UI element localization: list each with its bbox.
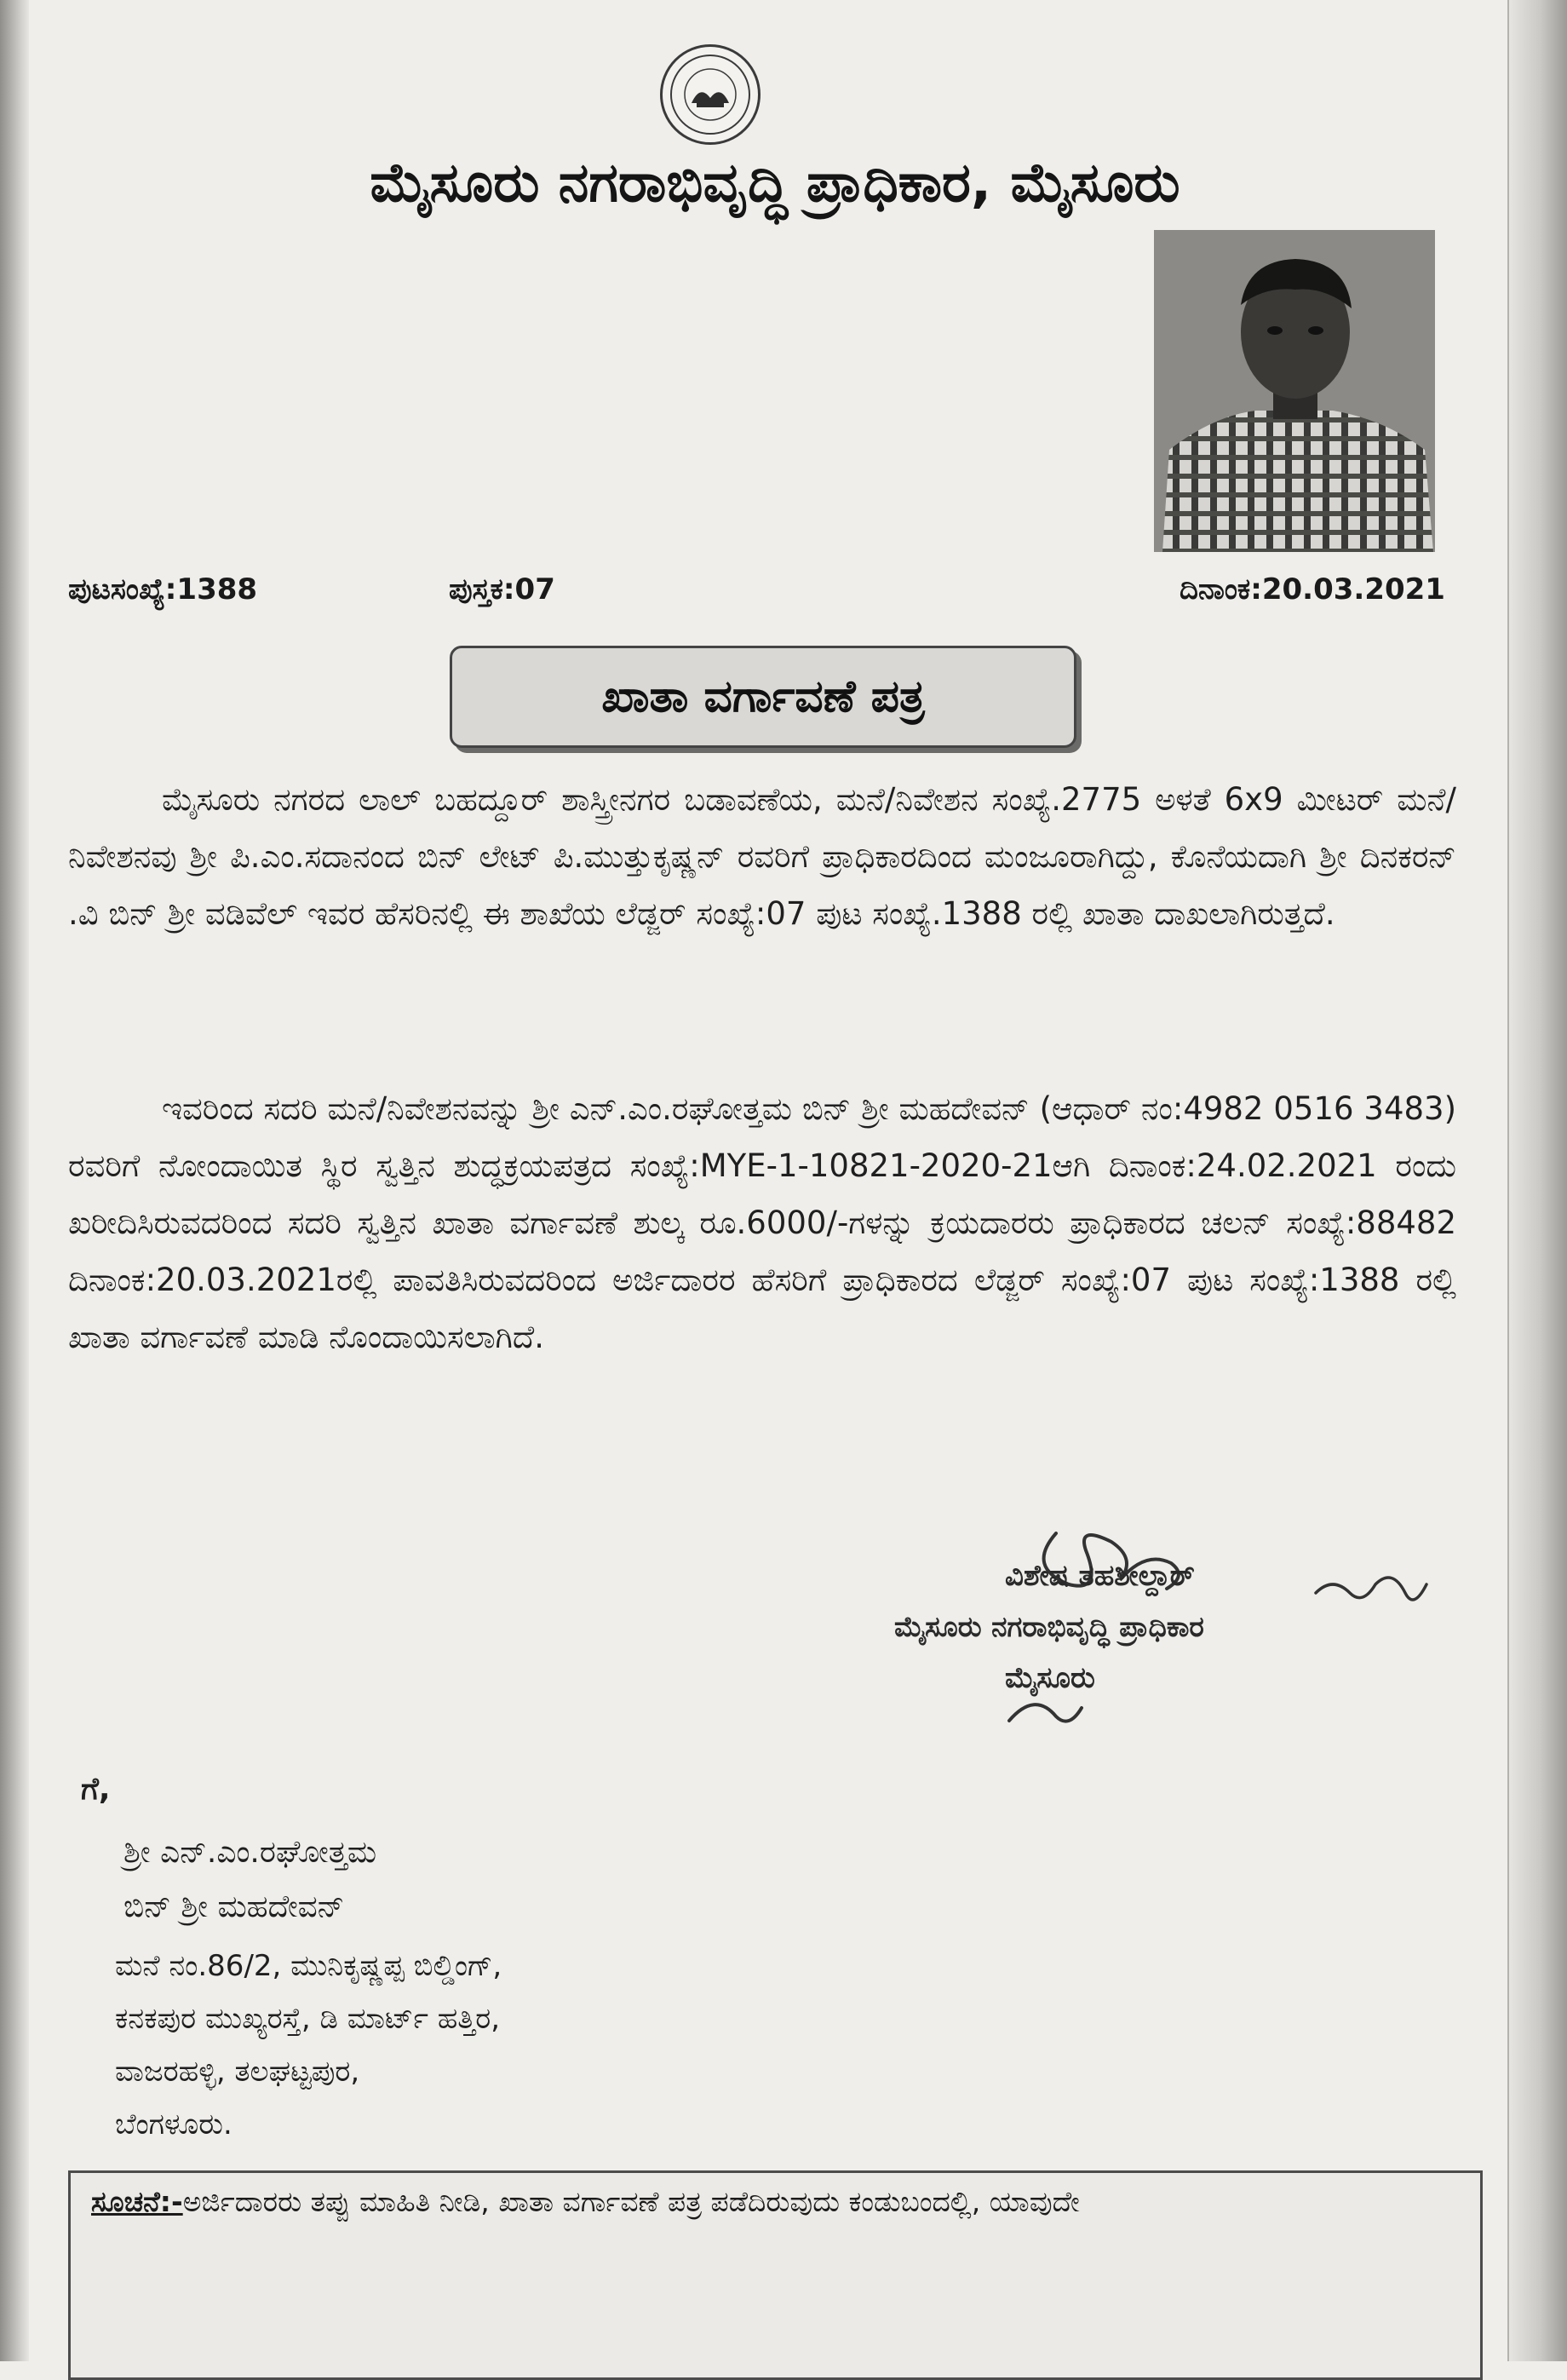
page-shadow-left xyxy=(0,0,29,2361)
notice-text: ಅರ್ಜಿದಾರರು ತಪ್ಪು ಮಾಹಿತಿ ನೀಡಿ, ಖಾತಾ ವರ್ಗಾವಣೆ ಪತ್ರ ಪಡೆದಿರುವುದು ಕಂಡುಬಂದಲ್ಲಿ, ಯಾವುದೇ xyxy=(182,2185,1080,2218)
issue-date-label: ದಿನಾಂಕ: xyxy=(1180,572,1262,606)
book-number-value: 07 xyxy=(514,572,555,606)
page-number-label: ಪುಟಸಂಖ್ಯೆ: xyxy=(68,572,177,606)
to-label: ಗೆ, xyxy=(81,1772,111,1807)
document-heading: ಖಾತಾ ವರ್ಗಾವಣೆ ಪತ್ರ xyxy=(601,670,925,722)
book-number xyxy=(449,572,555,606)
page-number xyxy=(68,572,257,606)
signatory-city: ಮೈಸೂರು xyxy=(1005,1661,1095,1695)
book-number-label: ಪುಸ್ತಕ: xyxy=(449,572,515,606)
body-paragraph-1: ಮೈಸೂರು ನಗರದ ಲಾಲ್ ಬಹದ್ದೂರ್ ಶಾಸ್ತ್ರೀನಗರ ಬಡಾವಣೆಯ, ಮನೆ/ನಿವೇಶನ ಸಂಖ್ಯೆ.2775 ಅಳತೆ 6x9 ಮೀಟರ್ ಮನೆ/ನಿವೇಶನವು ಶ್ರೀ ಪಿ.ಎಂ.ಸದಾನಂದ ಬಿನ್ ಲೇಟ್ ಪಿ.ಮುತ್ತುಕೃಷ್ಣನ್ ರವರಿಗೆ ಪ್ರಾಧಿಕಾರದಿಂದ ಮಂಜೂರಾಗಿದ್ದು, ಕೊನೆಯದಾಗಿ ಶ್ರೀ ದಿನಕರನ್ .ವಿ ಬಿನ್ ಶ್ರೀ ವಡಿವೆಲ್ ಇವರ ಹೆಸರಿನಲ್ಲಿ ಈ ಶಾಖೆಯ ಲೆಡ್ಜರ್ ಸಂಖ್ಯೆ:07 ಪುಟ ಸಂಖ್ಯೆ.1388 ರಲ್ಲಿ ಖಾತಾ ದಾಖಲಾಗಿರುತ್ತದೆ. xyxy=(68,781,1456,932)
issue-date xyxy=(1180,572,1445,606)
address-line: ಮನೆ ನಂ.86/2, ಮುನಿಕೃಷ್ಣಪ್ಪ ಬಿಲ್ಡಿಂಗ್, xyxy=(115,1949,502,1983)
issue-date-value: 20.03.2021 xyxy=(1261,572,1445,606)
page-edge xyxy=(1507,0,1509,2361)
address-line: ಬೆಂಗಳೂರು. xyxy=(115,2107,232,2141)
recipient-father-name: ಬಿನ್ ಶ್ರೀ ಮಹದೇವನ್ xyxy=(123,1889,345,1924)
signatory-organization: ಮೈಸೂರು ನಗರಾಭಿವೃದ್ಧಿ ಪ್ರಾಧಿಕಾರ xyxy=(894,1610,1204,1643)
address-line: ವಾಜರಹಳ್ಳಿ, ತಲಘಟ್ಟಪುರ, xyxy=(115,2055,360,2089)
notice-label: ಸೂಚನೆ:- xyxy=(91,2185,183,2218)
authority-seal-icon xyxy=(660,44,761,145)
body-paragraph-2: ಇವರಿಂದ ಸದರಿ ಮನೆ/ನಿವೇಶನವನ್ನು ಶ್ರೀ ಎನ್.ಎಂ.ರಘೋತ್ತಮ ಬಿನ್ ಶ್ರೀ ಮಹದೇವನ್ (ಆಧಾರ್ ನಂ:4982 0516 3483) ರವರಿಗೆ ನೋಂದಾಯಿತ ಸ್ಥಿರ ಸ್ವತ್ತಿನ ಶುದ್ಧಕ್ರಯಪತ್ರದ ಸಂಖ್ಯೆ:MYE-1-10821-2020-21ಆಗಿ ದಿನಾಂಕ:24.02.2021 ರಂದು ಖರೀದಿಸಿರುವದರಿಂದ ಸದರಿ ಸ್ವತ್ತಿನ ಖಾತಾ ವರ್ಗಾವಣೆ ಶುಲ್ಕ ರೂ.6000/-ಗಳನ್ನು ಕ್ರಯದಾರರು ಪ್ರಾಧಿಕಾರದ ಚಲನ್ ಸಂಖ್ಯೆ:88482 ದಿನಾಂಕ:20.03.2021ರಲ್ಲಿ ಪಾವತಿಸಿರುವದರಿಂದ ಅರ್ಜಿದಾರರ ಹೆಸರಿಗೆ ಪ್ರಾಧಿಕಾರದ ಲೆಡ್ಜರ್ ಸಂಖ್ಯೆ:07 ಪುಟ ಸಂಖ್ಯೆ:1388 ರಲ್ಲಿ ಖಾತಾ ವರ್ಗಾವಣೆ ಮಾಡಿ ನೊಂದಾಯಿಸಲಾಗಿದೆ. xyxy=(68,1090,1456,1355)
recipient-name: ಶ್ರೀ ಎನ್.ಎಂ.ರಘೋತ್ತಮ xyxy=(123,1835,377,1870)
notice-box xyxy=(68,2170,1483,2380)
document-heading-box xyxy=(450,646,1076,748)
page-shadow-right xyxy=(1507,0,1567,2361)
notice-line xyxy=(91,2185,1080,2219)
page-number-value: 1388 xyxy=(176,572,258,606)
address-line: ಕನಕಪುರ ಮುಖ್ಯರಸ್ತೆ, ಡಿ ಮಾರ್ಟ್ ಹತ್ತಿರ, xyxy=(115,2002,501,2036)
signatory-designation: ವಿಶೇಷ ತಹಶೀಲ್ದಾರ್ xyxy=(1005,1559,1195,1593)
organization-title: ಮೈಸೂರು ನಗರಾಭಿವೃದ್ಧಿ ಪ್ರಾಧಿಕಾರ, ಮೈಸೂರು xyxy=(370,152,1180,215)
applicant-photo xyxy=(1154,230,1435,552)
